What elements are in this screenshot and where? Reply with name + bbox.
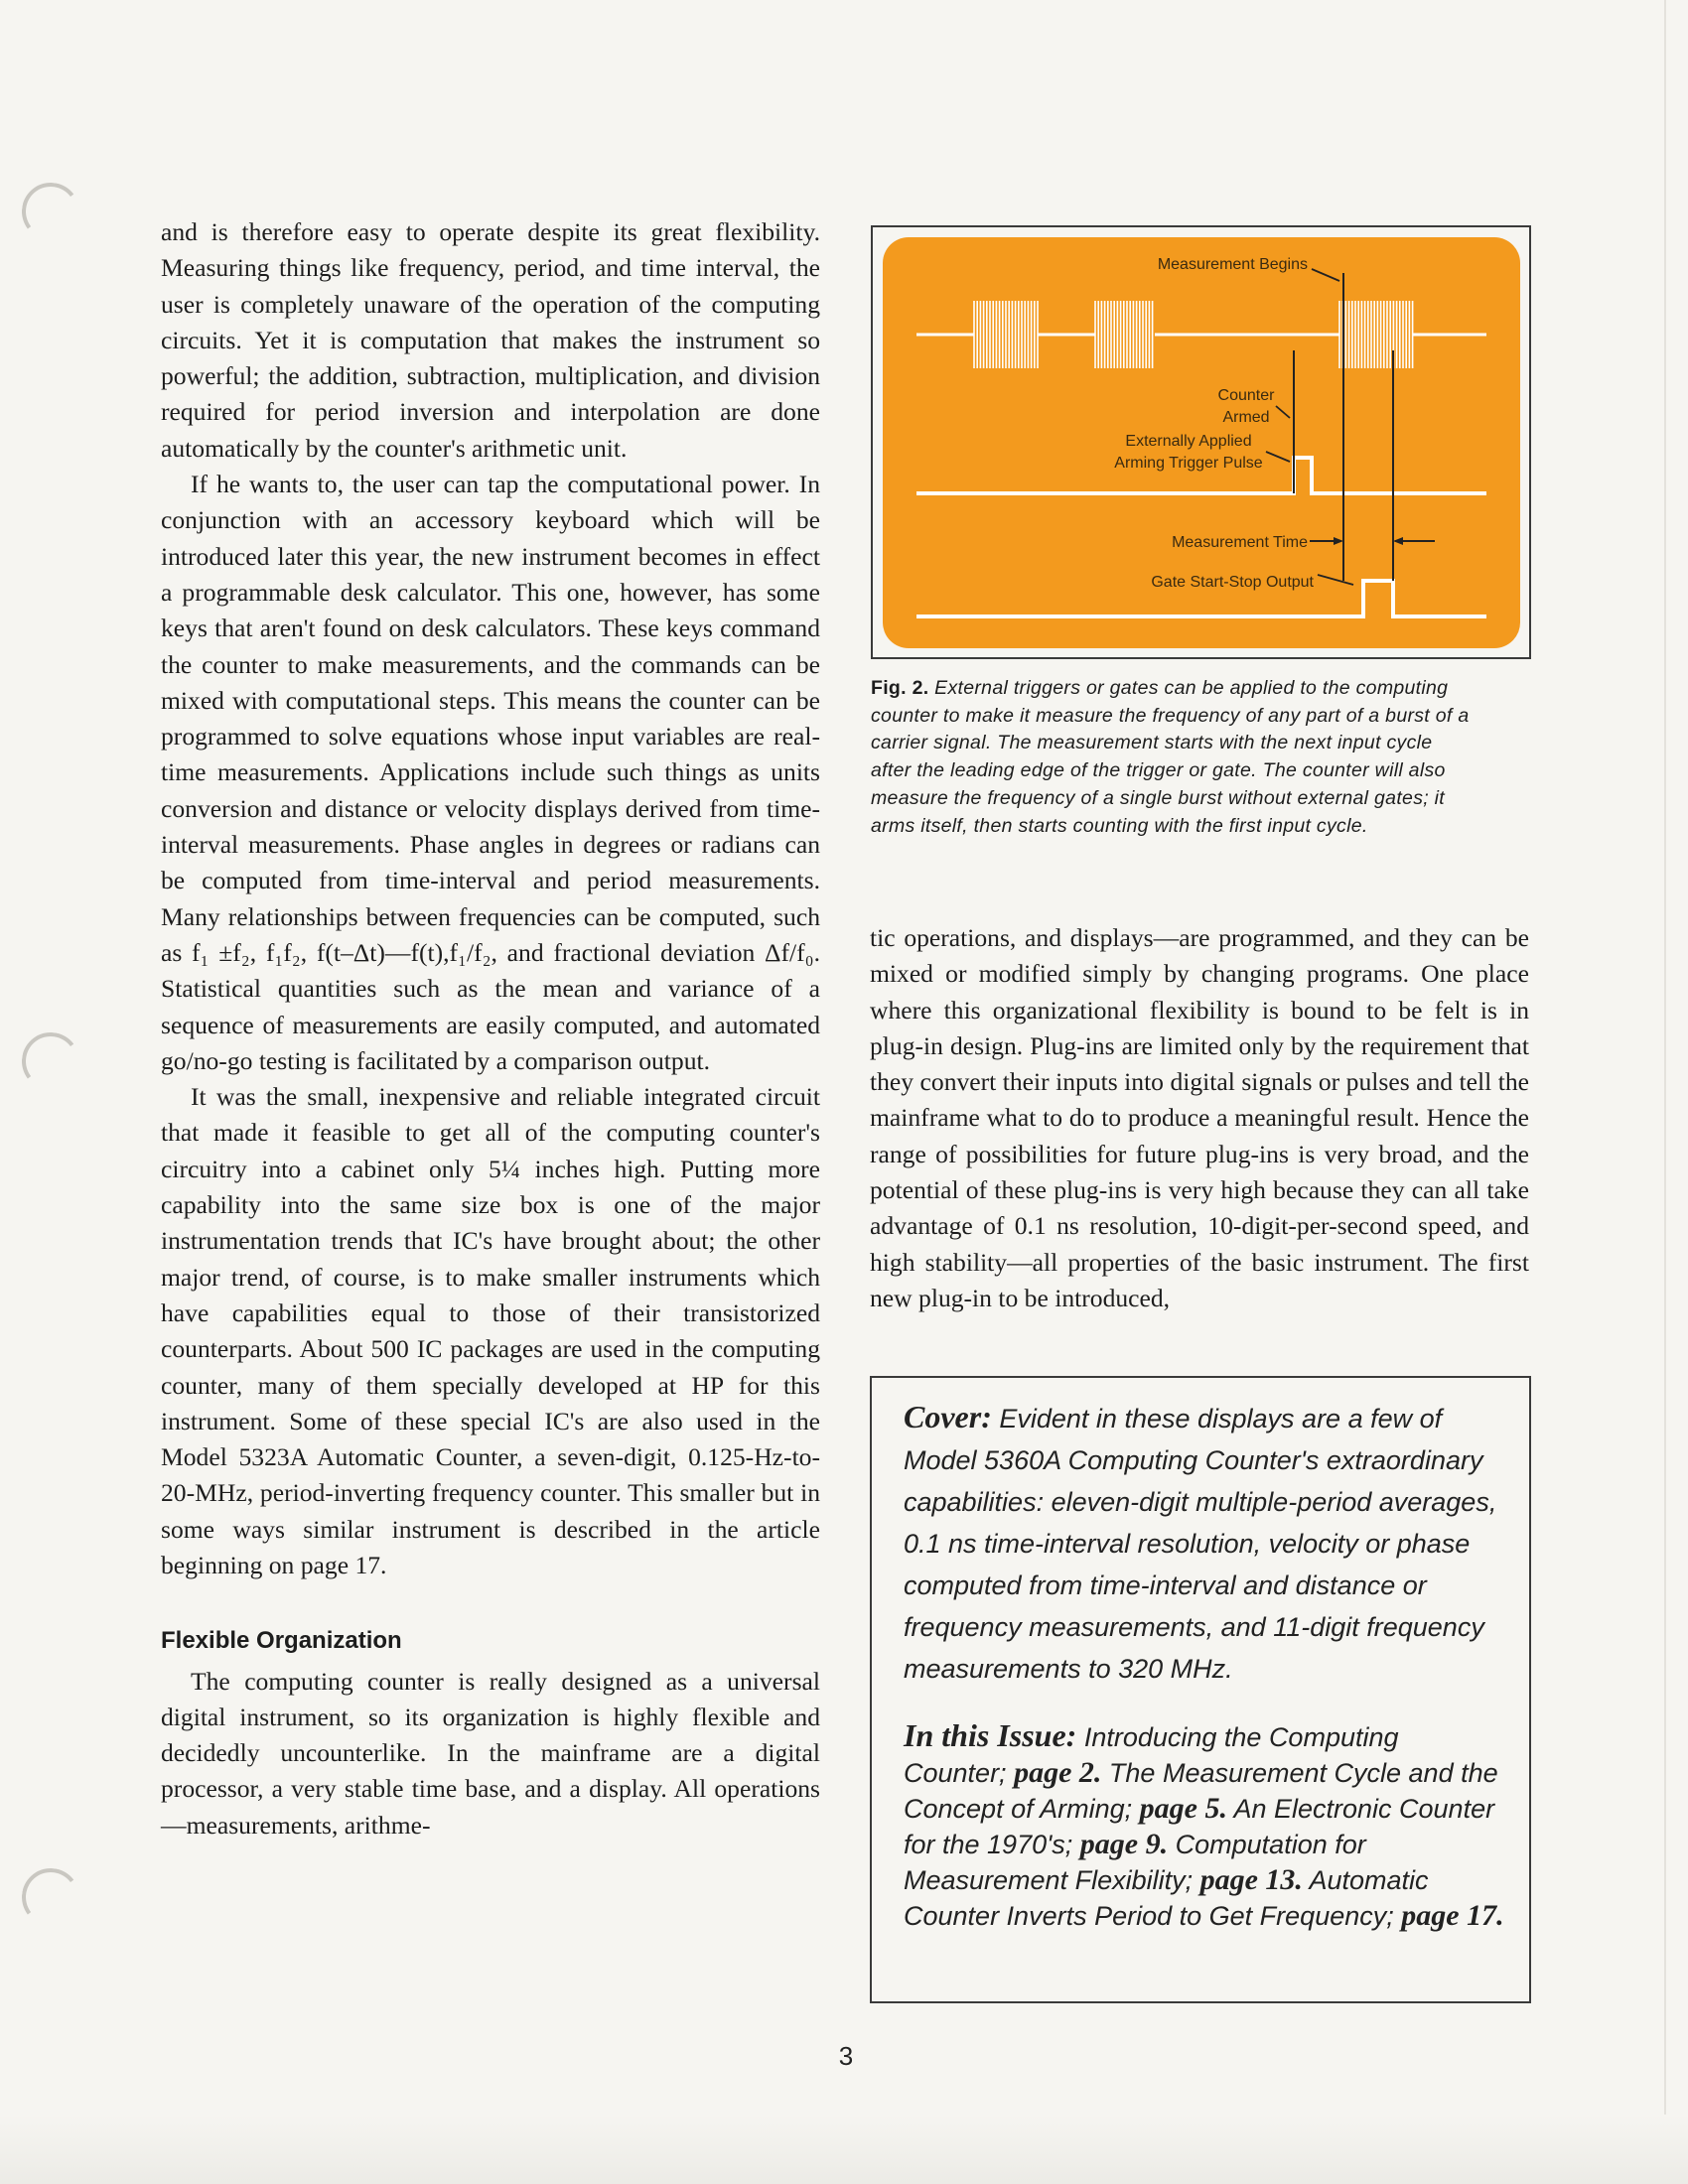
paragraph: tic operations, and displays—are programmed, and they can be mixed or modified simply by changing programs. One place where this organizational flexibility is bound to be felt is in plug-in design. Plug-ins are limited only by the requirement that they convert their inputs into digital signals or pulses and tell the mainframe what to do to produce a meaningful result. Hence the range of possibilities for future plug-ins is very broad, and the potential of these plug-ins is very high because they can all take advantage of 0.1 ns resolution, 10-digit-per-second speed, and high stability—all properties of the basic instrument. The first new plug-in to be introduced,: [870, 923, 1529, 1312]
label-arming-pulse: Arming Trigger Pulse: [1114, 455, 1263, 472]
left-column: [161, 214, 820, 1843]
figure-frame: [871, 225, 1531, 659]
cover-label: Cover:: [904, 1399, 992, 1434]
issue-item-title: The Measurement Cycle and the Concept of Arming;: [904, 1758, 1498, 1824]
issue-item-title: Automatic Counter Inverts Period to Get Frequency;: [904, 1865, 1429, 1931]
paragraph: The computing counter is really designed as a universal digital instrument, so its organization is highly flexible and decidedly uncounterlike. In the mainframe are a digital processor, a very stable time base, and a display. All operations—measurements, arithme-: [161, 1666, 820, 1840]
issue-item-title: Introducing the Computing Counter;: [904, 1722, 1399, 1788]
label-measurement-time: Measurement Time: [1172, 534, 1308, 551]
issue-item-title: An Electronic Counter for the 1970's;: [904, 1794, 1495, 1859]
cover-paragraph: [904, 1396, 1505, 1690]
page-bottom-shadow: [0, 2115, 1688, 2184]
label-arming-pulse: Externally Applied: [1125, 433, 1252, 450]
right-column: [870, 920, 1529, 1316]
page-number: 3: [838, 2041, 854, 2071]
paragraph: and is therefore easy to operate despite its great flexibility. Measuring things like frequency, period, and time interval, the user is completely unaware of the operation of the computing circuits. Yet it is computation that makes the instrument so powerful; the addition, subtraction, multiplication, and division required for period inversion and interpolation are done automatically by the counter's arithmetic unit.: [161, 217, 820, 463]
figure-caption-text: External triggers or gates can be applied to the computing counter to make it measure the frequency of any part of a burst of a carrier signal. The measurement starts with the next input cycle after the leading edge of the trigger or gate. The counter will also measure the frequency of a single burst without external gates; it arms itself, then starts counting with the first input cycle.: [871, 677, 1470, 837]
paragraph: It was the small, inexpensive and reliable integrated circuit that made it feasible to get all of the computing counter's circuitry into a cabinet only 5¼ inches high. Putting more capability into the same size box is one of the major instrumentation trends that IC's have brought about; the other major trend, of course, is to make smaller instruments which have capabilities equal to those of their transistorized counterparts. About 500 IC packages are used in the computing counter, many of them specially developed at HP for this instrument. Some of these special IC's are also used in the Model 5323A Automatic Counter, a seven-digit, 0.125-Hz-to-20-MHz, period-inverting frequency counter. This smaller but in some ways similar instrument is described in the article beginning on page 17.: [161, 1082, 820, 1579]
figure-number: Fig. 2.: [871, 677, 929, 699]
punch-hole-middle: [18, 1028, 83, 1094]
label-gate-output: Gate Start-Stop Output: [1151, 574, 1314, 591]
issue-label: In this Issue:: [904, 1717, 1077, 1753]
issue-item-page: page 9.: [1079, 1828, 1169, 1860]
cover-text: Evident in these displays are a few of Model 5360A Computing Counter's extraordinary capabilities: eleven-digit multiple-period averages, 0.1 ns time-interval resolution, velocity or phase computed from time-interval and distance or frequency measurements, and 11-digit frequency measurements to 320 MHz.: [904, 1404, 1497, 1684]
figure-caption: [871, 675, 1477, 840]
issue-paragraph: [904, 1717, 1505, 1934]
label-counter-armed: Armed: [1222, 409, 1270, 426]
cover-box: [870, 1376, 1531, 2003]
issue-item-page: page 13.: [1199, 1863, 1303, 1896]
punch-hole-bottom: [18, 1864, 83, 1930]
page-edge: [1664, 0, 1666, 2184]
issue-item-page: page 5.: [1139, 1792, 1227, 1825]
issue-item-page: page 2.: [1014, 1756, 1102, 1789]
paragraph: If he wants to, the user can tap the computational power. In conjunction with an accessory keyboard which will be introduced later this year, the new instrument becomes in effect a programmable desk calculator. This one, however, has some keys that aren't found on desk calculators. These keys command the counter to make measurements, and the commands can be mixed with computational steps. This means the counter can be programmed to solve equations whose input variables are real-time measurements. Applications include such things as units conversion and distance or velocity displays derived from time-interval measurements. Phase angles in degrees or radians can be computed from time-interval and period measurements. Many relationships between frequencies can be computed, such as f₁ ±f₂, f₁f₂, f(t–Δt)—f(t),f₁/f₂, and fractional deviation Δf/f₀. Statistical quantities such as the mean and variance of a sequence of measurements are easily computed, and automated go/no-go testing is facilitated by a comparison output.: [161, 470, 820, 1075]
issue-item-page: page 17.: [1401, 1899, 1504, 1932]
section-heading: Flexible Organization: [161, 1627, 402, 1655]
label-measurement-begins: Measurement Begins: [1157, 256, 1308, 273]
signal-burst: [974, 301, 1038, 368]
timing-diagram: [883, 237, 1520, 648]
label-counter-armed: Counter: [1217, 387, 1275, 404]
punch-hole-top: [18, 179, 83, 244]
issue-item-title: Computation for Measurement Flexibility;: [904, 1830, 1366, 1895]
